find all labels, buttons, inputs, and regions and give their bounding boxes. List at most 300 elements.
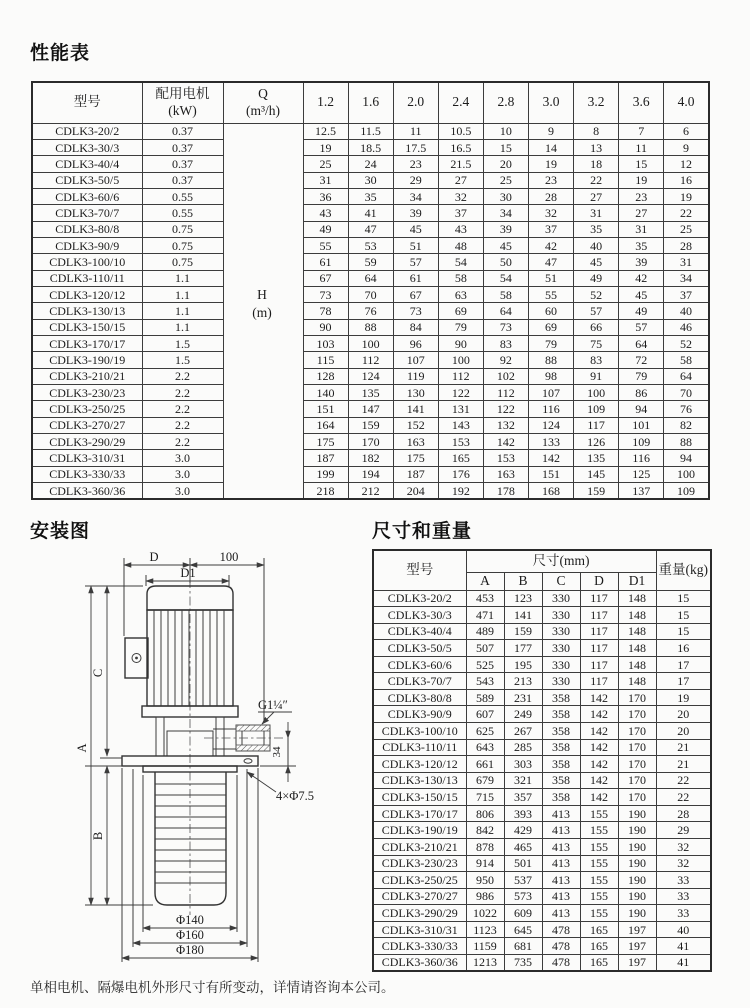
perf-cell-head: 175	[303, 434, 348, 450]
dims-cell-c: 413	[542, 888, 580, 905]
performance-table-title: 性能表	[30, 43, 91, 64]
perf-cell-head: 135	[574, 450, 619, 466]
perf-cell-head: 94	[664, 450, 709, 466]
perf-cell-head: 78	[303, 303, 348, 319]
dims-cell-c: 358	[542, 756, 580, 773]
dims-cell-b: 573	[504, 888, 542, 905]
dims-cell-b: 267	[504, 723, 542, 740]
perf-cell-head: 141	[393, 401, 438, 417]
perf-cell-head: 107	[393, 352, 438, 368]
dims-cell-weight: 20	[656, 723, 711, 740]
perf-cell-head: 142	[483, 434, 528, 450]
perf-cell-model: CDLK3-150/15	[32, 319, 142, 335]
dimension-top	[124, 550, 264, 723]
dims-cell-c: 330	[542, 590, 580, 607]
dims-cell-weight: 17	[656, 656, 711, 673]
perf-cell-model: CDLK3-360/36	[32, 483, 142, 499]
performance-table	[31, 81, 710, 500]
dims-cell-model: CDLK3-50/5	[373, 640, 466, 657]
perf-cell-head-column	[223, 205, 303, 221]
dims-cell-b: 393	[504, 805, 542, 822]
perf-cell-motor-kw: 2.2	[142, 368, 223, 384]
perf-cell-head: 69	[438, 303, 483, 319]
dims-cell-d: 155	[580, 905, 618, 922]
perf-cell-head: 152	[393, 417, 438, 433]
perf-cell-head: 112	[483, 385, 528, 401]
dims-cell-b: 123	[504, 590, 542, 607]
dim-label-a: A	[75, 743, 89, 753]
dims-cell-d1: 170	[618, 689, 656, 706]
perf-cell-head: 143	[438, 417, 483, 433]
installation-diagram-title: 安装图	[30, 521, 91, 542]
dims-cell-b: 141	[504, 607, 542, 624]
perf-cell-head: 76	[348, 303, 393, 319]
performance-table-row	[32, 286, 709, 302]
dims-cell-weight: 22	[656, 789, 711, 806]
dims-cell-model: CDLK3-150/15	[373, 789, 466, 806]
perf-cell-model: CDLK3-270/27	[32, 417, 142, 433]
perf-cell-head: 170	[348, 434, 393, 450]
dims-cell-a: 842	[466, 822, 504, 839]
perf-cell-head: 92	[483, 352, 528, 368]
dims-cell-model: CDLK3-80/8	[373, 689, 466, 706]
dims-cell-d: 117	[580, 673, 618, 690]
perf-cell-head: 57	[574, 303, 619, 319]
perf-cell-model: CDLK3-310/31	[32, 450, 142, 466]
perf-cell-head: 32	[438, 188, 483, 204]
dims-cell-model: CDLK3-210/21	[373, 838, 466, 855]
perf-cell-head: 28	[528, 188, 573, 204]
perf-cell-head: 137	[619, 483, 664, 499]
dims-cell-weight: 15	[656, 590, 711, 607]
perf-cell-head: 10	[483, 123, 528, 139]
perf-cell-head: 187	[303, 450, 348, 466]
perf-cell-head: 43	[438, 221, 483, 237]
perf-cell-head: 64	[619, 335, 664, 351]
perf-cell-head: 199	[303, 466, 348, 482]
dims-cell-c: 358	[542, 772, 580, 789]
dims-cell-a: 950	[466, 872, 504, 889]
perf-cell-head: 45	[393, 221, 438, 237]
dims-cell-a: 986	[466, 888, 504, 905]
dims-cell-d: 117	[580, 640, 618, 657]
perf-cell-head: 59	[348, 254, 393, 270]
performance-table-row	[32, 417, 709, 433]
perf-cell-head: 41	[348, 205, 393, 221]
perf-cell-head-column	[223, 434, 303, 450]
perf-cell-motor-kw: 1.5	[142, 335, 223, 351]
dims-table-body	[373, 590, 711, 971]
perf-cell-head: 159	[574, 483, 619, 499]
dims-cell-weight: 19	[656, 689, 711, 706]
perf-header-flow-value: 1.2	[303, 82, 348, 123]
dims-cell-c: 478	[542, 938, 580, 955]
dims-table-row	[373, 888, 711, 905]
perf-cell-model: CDLK3-30/3	[32, 139, 142, 155]
perf-cell-motor-kw: 2.2	[142, 401, 223, 417]
dims-table-row	[373, 723, 711, 740]
performance-table-row	[32, 319, 709, 335]
dims-cell-a: 507	[466, 640, 504, 657]
perf-cell-head: 64	[348, 270, 393, 286]
performance-table-row	[32, 450, 709, 466]
perf-cell-head: 10.5	[438, 123, 483, 139]
dims-cell-weight: 20	[656, 706, 711, 723]
dims-cell-model: CDLK3-360/36	[373, 954, 466, 971]
perf-cell-head: 27	[619, 205, 664, 221]
perf-cell-head: 16.5	[438, 139, 483, 155]
perf-cell-head: 31	[303, 172, 348, 188]
dims-cell-d: 155	[580, 888, 618, 905]
performance-table-body	[32, 123, 709, 499]
dims-table-row	[373, 656, 711, 673]
perf-cell-model: CDLK3-190/19	[32, 352, 142, 368]
dims-cell-model: CDLK3-90/9	[373, 706, 466, 723]
dims-cell-weight: 33	[656, 905, 711, 922]
dims-cell-d: 155	[580, 838, 618, 855]
dims-cell-b: 285	[504, 739, 542, 756]
perf-cell-model: CDLK3-250/25	[32, 401, 142, 417]
dims-cell-d1: 148	[618, 607, 656, 624]
perf-cell-motor-kw: 0.37	[142, 172, 223, 188]
dims-cell-model: CDLK3-250/25	[373, 872, 466, 889]
perf-cell-head: 19	[664, 188, 709, 204]
dims-cell-model: CDLK3-130/13	[373, 772, 466, 789]
perf-cell-head: 126	[574, 434, 619, 450]
perf-cell-head: 64	[483, 303, 528, 319]
perf-cell-model: CDLK3-230/23	[32, 385, 142, 401]
perf-cell-head: 135	[348, 385, 393, 401]
dims-header-size-col: D1	[618, 572, 656, 590]
perf-cell-head: 88	[348, 319, 393, 335]
dims-cell-d1: 190	[618, 872, 656, 889]
perf-cell-head: 153	[483, 450, 528, 466]
performance-table-row	[32, 254, 709, 270]
perf-cell-head: 31	[664, 254, 709, 270]
dims-cell-b: 681	[504, 938, 542, 955]
perf-cell-head: 117	[574, 417, 619, 433]
perf-cell-head: 15	[483, 139, 528, 155]
dims-cell-b: 303	[504, 756, 542, 773]
perf-cell-motor-kw: 0.37	[142, 156, 223, 172]
perf-cell-head: 43	[303, 205, 348, 221]
performance-header-row	[32, 82, 709, 123]
perf-cell-head: 115	[303, 352, 348, 368]
dims-cell-b: 501	[504, 855, 542, 872]
perf-cell-head: 34	[664, 270, 709, 286]
dims-cell-model: CDLK3-310/31	[373, 921, 466, 938]
perf-header-flow-value: 2.4	[438, 82, 483, 123]
performance-table-row	[32, 352, 709, 368]
perf-cell-head: 100	[348, 335, 393, 351]
perf-cell-head: 8	[574, 123, 619, 139]
perf-cell-head: 61	[393, 270, 438, 286]
dims-cell-b: 213	[504, 673, 542, 690]
thread-label: G1¼″	[258, 698, 288, 712]
perf-cell-motor-kw: 0.75	[142, 221, 223, 237]
perf-cell-motor-kw: 0.55	[142, 188, 223, 204]
perf-cell-head: 45	[619, 286, 664, 302]
perf-cell-head: 128	[303, 368, 348, 384]
dims-header-size-col: D	[580, 572, 618, 590]
dims-cell-a: 1022	[466, 905, 504, 922]
performance-table-row	[32, 221, 709, 237]
perf-cell-head: 109	[574, 401, 619, 417]
perf-cell-head: 25	[303, 156, 348, 172]
dims-cell-weight: 29	[656, 822, 711, 839]
dims-table-row	[373, 706, 711, 723]
perf-cell-head: 72	[619, 352, 664, 368]
dims-cell-d1: 197	[618, 938, 656, 955]
dims-table-row	[373, 938, 711, 955]
dims-table-row	[373, 789, 711, 806]
perf-header-motor: 配用电机 (kW)	[142, 82, 223, 123]
dims-cell-weight: 32	[656, 838, 711, 855]
performance-table-row	[32, 237, 709, 253]
perf-cell-head: 50	[483, 254, 528, 270]
dims-cell-weight: 33	[656, 872, 711, 889]
dims-cell-model: CDLK3-70/7	[373, 673, 466, 690]
dims-cell-a: 543	[466, 673, 504, 690]
perf-cell-head: 51	[528, 270, 573, 286]
perf-cell-model: CDLK3-20/2	[32, 123, 142, 139]
performance-table-row	[32, 303, 709, 319]
dims-cell-c: 358	[542, 739, 580, 756]
dims-cell-b: 735	[504, 954, 542, 971]
perf-cell-head: 27	[574, 188, 619, 204]
perf-cell-head: 94	[619, 401, 664, 417]
perf-cell-head: 98	[528, 368, 573, 384]
perf-cell-head: 55	[528, 286, 573, 302]
dims-cell-a: 589	[466, 689, 504, 706]
dims-cell-a: 525	[466, 656, 504, 673]
perf-cell-head: 54	[483, 270, 528, 286]
performance-table-row	[32, 368, 709, 384]
perf-cell-head: 57	[393, 254, 438, 270]
perf-cell-head: 69	[528, 319, 573, 335]
dims-cell-d: 117	[580, 656, 618, 673]
dims-cell-d: 155	[580, 822, 618, 839]
perf-cell-head: 9	[528, 123, 573, 139]
dims-cell-d1: 197	[618, 954, 656, 971]
perf-cell-head: 23	[528, 172, 573, 188]
dims-table-row	[373, 921, 711, 938]
perf-cell-head: 107	[528, 385, 573, 401]
perf-cell-head: 70	[348, 286, 393, 302]
perf-cell-head: 45	[574, 254, 619, 270]
perf-cell-head-column	[223, 156, 303, 172]
perf-cell-head: 83	[574, 352, 619, 368]
perf-cell-head: 76	[664, 401, 709, 417]
perf-cell-head: 58	[438, 270, 483, 286]
perf-cell-head-column	[223, 172, 303, 188]
dim-label-phi140: Φ140	[176, 913, 204, 927]
dims-cell-a: 643	[466, 739, 504, 756]
dims-cell-b: 249	[504, 706, 542, 723]
perf-cell-head: 100	[574, 385, 619, 401]
dims-table-row	[373, 954, 711, 971]
dims-table-row	[373, 640, 711, 657]
perf-header-flow-value: 1.6	[348, 82, 393, 123]
dim-label-34: 34	[271, 746, 283, 758]
dims-header-size-col: B	[504, 572, 542, 590]
perf-cell-head: 163	[393, 434, 438, 450]
dims-cell-c: 358	[542, 789, 580, 806]
perf-cell-head: 39	[393, 205, 438, 221]
dims-cell-model: CDLK3-30/3	[373, 607, 466, 624]
perf-cell-head: 30	[348, 172, 393, 188]
perf-cell-head: 124	[528, 417, 573, 433]
perf-cell-head-column	[223, 237, 303, 253]
perf-header-flow-value: 2.8	[483, 82, 528, 123]
perf-cell-head: 40	[574, 237, 619, 253]
dims-cell-model: CDLK3-290/29	[373, 905, 466, 922]
perf-cell-head: 53	[348, 237, 393, 253]
perf-cell-head: 31	[574, 205, 619, 221]
dims-table-row	[373, 673, 711, 690]
dims-cell-c: 413	[542, 872, 580, 889]
perf-cell-motor-kw: 2.2	[142, 417, 223, 433]
dims-cell-weight: 40	[656, 921, 711, 938]
perf-cell-head: 176	[438, 466, 483, 482]
dims-cell-d1: 148	[618, 673, 656, 690]
perf-cell-head: 40	[664, 303, 709, 319]
perf-cell-head-column	[223, 188, 303, 204]
dims-table-row	[373, 772, 711, 789]
perf-cell-head: 96	[393, 335, 438, 351]
perf-cell-head: 119	[393, 368, 438, 384]
perf-cell-head: 35	[619, 237, 664, 253]
perf-header-flow-value: 2.0	[393, 82, 438, 123]
dims-table-row	[373, 689, 711, 706]
perf-cell-head: 32	[528, 205, 573, 221]
perf-cell-motor-kw: 0.75	[142, 254, 223, 270]
dims-cell-a: 453	[466, 590, 504, 607]
perf-cell-head: 52	[574, 286, 619, 302]
pump-head	[156, 717, 236, 756]
perf-cell-head: 168	[528, 483, 573, 499]
perf-cell-head: 212	[348, 483, 393, 499]
perf-cell-head: 19	[619, 172, 664, 188]
dims-cell-a: 489	[466, 623, 504, 640]
perf-cell-head-column	[223, 270, 303, 286]
dims-table-row	[373, 822, 711, 839]
perf-cell-head: 132	[483, 417, 528, 433]
perf-cell-head: 55	[303, 237, 348, 253]
perf-cell-head: 23	[619, 188, 664, 204]
dims-cell-a: 715	[466, 789, 504, 806]
perf-cell-head-column	[223, 466, 303, 482]
dims-cell-d1: 190	[618, 822, 656, 839]
perf-cell-head: 54	[438, 254, 483, 270]
perf-cell-head: 147	[348, 401, 393, 417]
dims-cell-d: 117	[580, 607, 618, 624]
perf-cell-head-column	[223, 254, 303, 270]
dims-cell-b: 609	[504, 905, 542, 922]
perf-cell-head: 7	[619, 123, 664, 139]
perf-cell-motor-kw: 1.1	[142, 319, 223, 335]
perf-cell-head: 88	[664, 434, 709, 450]
dims-cell-d1: 190	[618, 805, 656, 822]
perf-cell-head: 39	[483, 221, 528, 237]
dims-cell-d: 142	[580, 723, 618, 740]
perf-cell-head: 165	[438, 450, 483, 466]
perf-cell-head: 19	[528, 156, 573, 172]
dims-cell-d1: 170	[618, 723, 656, 740]
dim-label-b: B	[91, 831, 105, 841]
performance-table-row	[32, 483, 709, 499]
perf-cell-head: 90	[303, 319, 348, 335]
perf-header-flow-value: 4.0	[664, 82, 709, 123]
perf-cell-head: 61	[303, 254, 348, 270]
dims-table-row	[373, 805, 711, 822]
perf-cell-head: 42	[528, 237, 573, 253]
perf-cell-head: 73	[393, 303, 438, 319]
perf-cell-head: 30	[483, 188, 528, 204]
perf-cell-head: 103	[303, 335, 348, 351]
perf-cell-head-column	[223, 385, 303, 401]
perf-cell-head: 178	[483, 483, 528, 499]
dims-cell-a: 1213	[466, 954, 504, 971]
perf-cell-head: 79	[438, 319, 483, 335]
dims-cell-c: 330	[542, 656, 580, 673]
perf-cell-head-column	[223, 401, 303, 417]
dims-table-row	[373, 623, 711, 640]
perf-cell-head: 145	[574, 466, 619, 482]
dims-cell-weight: 28	[656, 805, 711, 822]
perf-cell-head: 35	[348, 188, 393, 204]
dims-cell-a: 661	[466, 756, 504, 773]
dims-cell-c: 358	[542, 706, 580, 723]
holes-label: 4×Φ7.5	[276, 789, 315, 803]
performance-table-row	[32, 401, 709, 417]
perf-cell-model: CDLK3-290/29	[32, 434, 142, 450]
perf-cell-head: 131	[438, 401, 483, 417]
perf-cell-model: CDLK3-330/33	[32, 466, 142, 482]
dims-cell-d1: 170	[618, 706, 656, 723]
perf-cell-model: CDLK3-100/10	[32, 254, 142, 270]
dims-cell-c: 413	[542, 805, 580, 822]
dims-cell-d1: 170	[618, 756, 656, 773]
dims-cell-c: 358	[542, 689, 580, 706]
dims-cell-d1: 190	[618, 838, 656, 855]
perf-cell-head: 130	[393, 385, 438, 401]
perf-cell-head: 37	[438, 205, 483, 221]
dims-cell-weight: 33	[656, 888, 711, 905]
perf-cell-head: 49	[574, 270, 619, 286]
perf-cell-head: 15	[619, 156, 664, 172]
perf-cell-motor-kw: 2.2	[142, 434, 223, 450]
performance-table-row	[32, 172, 709, 188]
dims-cell-a: 625	[466, 723, 504, 740]
perf-cell-head: 64	[664, 368, 709, 384]
perf-cell-motor-kw: 3.0	[142, 466, 223, 482]
dims-table-row	[373, 855, 711, 872]
perf-cell-head: 18.5	[348, 139, 393, 155]
perf-cell-motor-kw: 3.0	[142, 483, 223, 499]
dimension-left	[75, 586, 153, 905]
perf-cell-head-column	[223, 368, 303, 384]
perf-cell-head: 58	[483, 286, 528, 302]
perf-cell-model: CDLK3-170/17	[32, 335, 142, 351]
perf-cell-head-column	[223, 221, 303, 237]
dims-cell-d1: 148	[618, 656, 656, 673]
dims-cell-weight: 22	[656, 772, 711, 789]
dims-cell-model: CDLK3-170/17	[373, 805, 466, 822]
dims-cell-model: CDLK3-330/33	[373, 938, 466, 955]
dimensions-weight-table	[372, 549, 712, 972]
perf-header-flow-value: 3.6	[619, 82, 664, 123]
